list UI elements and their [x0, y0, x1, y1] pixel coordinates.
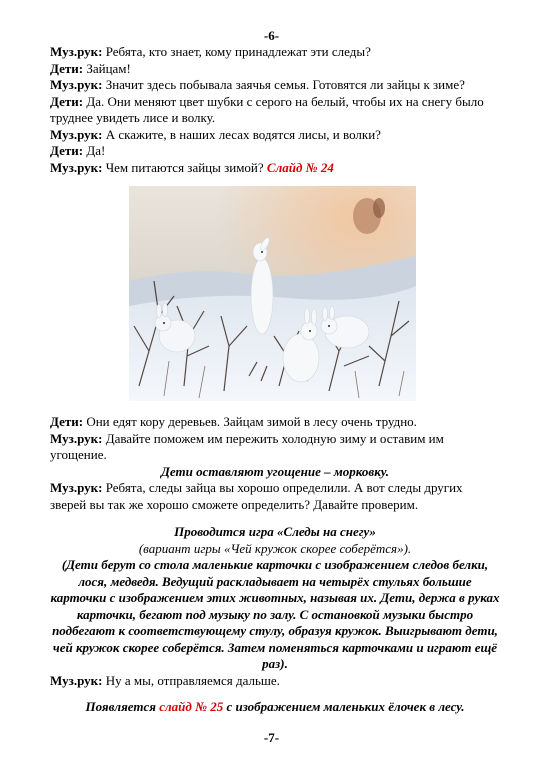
line-text: Значит здесь побывала заячья семья. Готовятся ли зайцы к зиме?	[102, 77, 465, 92]
dialogue-line	[50, 414, 500, 431]
dialogue-line	[50, 143, 500, 160]
question-line	[50, 160, 500, 177]
speaker-label: Дети:	[50, 93, 84, 109]
slide-reference: слайд № 25	[159, 699, 224, 714]
page-number-top: -6-	[263, 28, 280, 43]
dialogue-line	[50, 77, 500, 94]
game-block	[50, 524, 500, 689]
speaker-label: Муз.рук:	[50, 44, 103, 59]
line-text: Да!	[83, 143, 106, 158]
speaker-label: Муз.рук:	[50, 77, 103, 92]
dialogue-line	[50, 127, 500, 144]
speaker-label: Муз.рук:	[50, 159, 103, 175]
game-description: (Дети берут со стола маленькие карточки с изображением следов белки, лося, медведя. Ведущий раскладывает на четырёх стульях большие карточки с изображением этих животных, называя их. Дети, держа в руках карточки, бегают под музыку по залу. С остановкой музыки быстро подбегают к соответствующему стулу, образуя кружок. Выигрывают дети, чей кружок скорее соберётся. Затем поменяться карточками и играют ещё раз).	[50, 557, 500, 671]
direction-text: с изображением маленьких ёлочек в лесу.	[223, 699, 465, 714]
final-stage-direction	[50, 699, 500, 716]
hares-in-snow-image	[129, 186, 416, 401]
line-text: Ребята, кто знает, кому принадлежат эти следы?	[102, 44, 371, 59]
speaker-label: Муз.рук:	[50, 126, 103, 142]
line-text: Ну а мы, отправляемся дальше.	[102, 672, 280, 688]
line-text: Да. Они меняют цвет шубки с серого на белый, чтобы их на снегу было труднее увидеть лисе и волку.	[50, 93, 484, 125]
hares-photo	[129, 186, 416, 401]
speaker-label: Дети:	[50, 143, 84, 158]
page-number-bottom: -7-	[263, 730, 280, 745]
dialogue-line	[50, 94, 500, 127]
stage-direction: Дети оставляют угощение – морковку.	[161, 463, 389, 479]
game-variant: (вариант игры «Чей кружок скорее соберётся»).	[138, 540, 412, 556]
slide-reference: Слайд № 24	[266, 159, 334, 175]
dialogue-line	[50, 61, 500, 78]
line-text: Давайте поможем им пережить холодную зиму и оставим им угощение.	[50, 430, 444, 462]
direction-text: Появляется	[85, 699, 160, 714]
dialogue-line	[50, 431, 500, 464]
dialogue-block-top	[50, 44, 500, 176]
game-title: Проводится игра «Следы на снегу»	[174, 524, 376, 539]
line-text: Ребята, следы зайца вы хорошо определили. А вот следы других зверей вы так же хорошо сможете определить? Давайте проверим.	[50, 480, 463, 512]
dialogue-line	[50, 673, 500, 690]
speaker-label: Дети:	[50, 60, 84, 76]
speaker-label: Муз.рук:	[50, 480, 103, 495]
speaker-label: Муз.рук:	[50, 672, 103, 688]
line-text: Они едят кору деревьев. Зайцам зимой в лесу очень трудно.	[83, 414, 417, 429]
line-text: Зайцам!	[83, 60, 131, 76]
dialogue-block-middle	[50, 414, 500, 513]
line-text: Чем питаются зайцы зимой?	[102, 159, 264, 175]
dialogue-line	[50, 44, 500, 61]
speaker-label: Муз.рук:	[50, 430, 103, 446]
line-text: А скажите, в наших лесах водятся лисы, и волки?	[102, 126, 381, 142]
speaker-label: Дети:	[50, 414, 84, 429]
dialogue-line	[50, 480, 500, 513]
